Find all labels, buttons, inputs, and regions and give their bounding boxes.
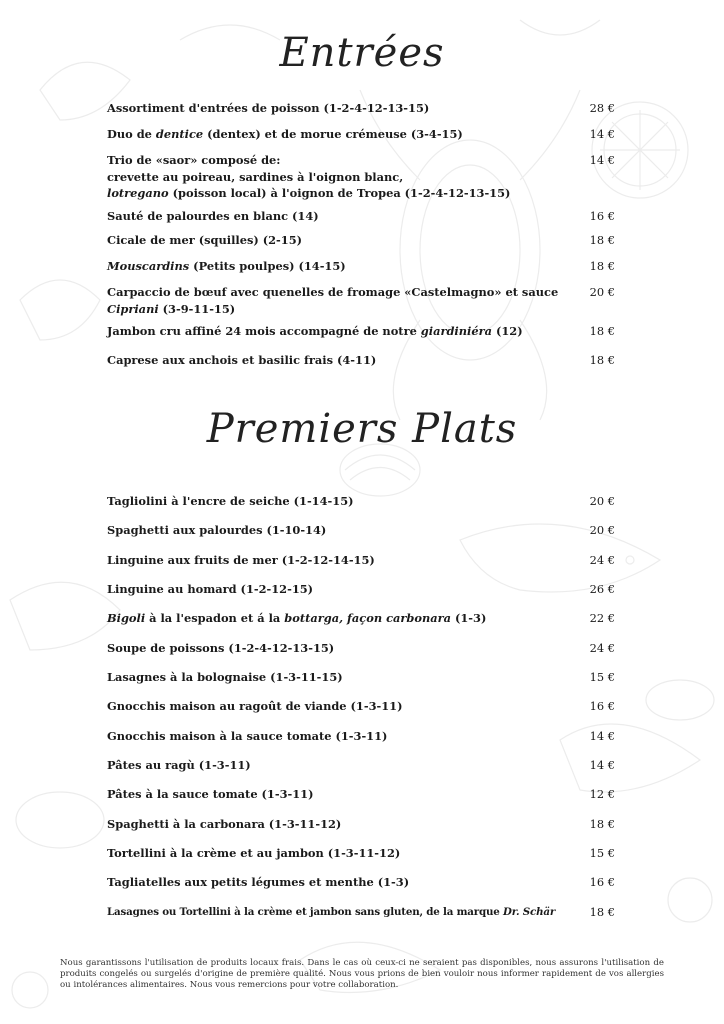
menu-item: [107, 552, 615, 569]
menu-item: [107, 126, 615, 143]
dish-name: [107, 874, 567, 891]
dish-name-segment: bottarga, façon carbonara: [284, 611, 452, 625]
dish-price: 16 €: [589, 699, 615, 713]
dish-name: [107, 208, 567, 225]
dish-name-segment: (Petits poulpes) (14-15): [189, 259, 346, 273]
dish-name-segment: à la l'espadon et á la: [145, 611, 285, 625]
menu-item: [107, 152, 615, 202]
dish-name-segment: Cipriani: [107, 301, 159, 316]
dish-name: [107, 904, 567, 921]
dish-name: [107, 610, 567, 627]
section-title-premiers-plats: Premiers Plats: [206, 406, 518, 452]
dish-name-segment: Duo de: [107, 127, 156, 141]
dish-name: [107, 640, 567, 657]
dish-name-segment: (poisson local) à l'oignon de Tropea (1-2-4-12-13-15): [168, 186, 511, 200]
dish-price: 14 €: [589, 758, 615, 772]
dish-name-segment: Gnocchis maison au ragoût de viande (1-3-11): [107, 699, 403, 713]
dish-price: 28 €: [589, 101, 615, 115]
dish-name: [107, 728, 567, 745]
dish-price: 20 €: [589, 285, 615, 299]
dish-name-segment: lotregano: [107, 186, 169, 200]
dish-name: [107, 786, 567, 803]
menu-item: [107, 874, 615, 891]
dish-name: [107, 232, 567, 249]
dish-name-segment: Assortiment d'entrées de poisson (1-2-4-12-13-15): [107, 101, 430, 115]
menu-item: [107, 698, 615, 715]
dish-name-segment: giardiniéra: [420, 324, 492, 338]
dish-price: 18 €: [589, 905, 615, 919]
dish-price: 20 €: [589, 523, 615, 537]
dish-name: [107, 126, 567, 143]
dish-price: 18 €: [589, 233, 615, 247]
dish-price: 26 €: [589, 582, 615, 596]
dish-name-segment: Mouscardins: [107, 259, 190, 273]
dish-name: [107, 757, 567, 774]
dish-name-segment: Tortellini à la crème et au jambon (1-3-11-12): [107, 846, 401, 860]
dish-name-segment: Tagliolini à l'encre de seiche (1-14-15): [107, 494, 354, 508]
dish-price: 18 €: [589, 353, 615, 367]
dish-name-segment: (1-3): [451, 611, 487, 625]
dish-name-segment: Sauté de palourdes en blanc (14): [107, 209, 319, 223]
menu-item: [107, 493, 615, 510]
menu-item: [107, 757, 615, 774]
menu-item: [107, 581, 615, 598]
menu-item: [107, 284, 615, 317]
dish-name-segment: Soupe de poissons (1-2-4-12-13-15): [107, 641, 335, 655]
dish-price: 24 €: [589, 553, 615, 567]
menu-item: [107, 786, 615, 803]
menu-item: [107, 728, 615, 745]
dish-name: [107, 152, 567, 202]
menu-item: [107, 845, 615, 862]
dish-name: [107, 352, 567, 369]
dish-name: [107, 100, 567, 117]
menu-item: [107, 904, 615, 921]
dish-name-segment: Jambon cru affiné 24 mois accompagné de notre: [107, 324, 421, 338]
dish-price: 14 €: [589, 729, 615, 743]
dish-price: 14 €: [589, 127, 615, 141]
dish-name-segment: Spaghetti à la carbonara (1-3-11-12): [107, 817, 342, 831]
dish-name-segment: Pâtes à la sauce tomate (1-3-11): [107, 787, 314, 801]
menu-item: [107, 640, 615, 657]
dish-name-segment: Gnocchis maison à la sauce tomate (1-3-11): [107, 729, 388, 743]
dish-name: [107, 493, 567, 510]
dish-name-segment: Caprese aux anchois et basilic frais (4-11): [107, 353, 377, 367]
dish-name-segment: Linguine au homard (1-2-12-15): [107, 582, 314, 596]
dish-name-segment: Pâtes au ragù (1-3-11): [107, 758, 251, 772]
dish-name-line: Carpaccio de bœuf avec quenelles de fromage «Castelmagno» et sauce: [107, 285, 559, 299]
menu-item: [107, 610, 615, 627]
menu-item: [107, 258, 615, 275]
menu-item: [107, 208, 615, 225]
dish-price: 18 €: [589, 259, 615, 273]
dish-name-line: crevette au poireau, sardines à l'oignon blanc,: [107, 169, 404, 184]
dish-name: [107, 522, 567, 539]
dish-name-segment: Linguine aux fruits de mer (1-2-12-14-15): [107, 553, 375, 567]
dish-price: 22 €: [589, 611, 615, 625]
dish-name-segment: (3-9-11-15): [158, 301, 236, 316]
dish-price: 18 €: [589, 817, 615, 831]
dish-name-segment: Bigoli: [107, 611, 146, 625]
dish-name: [107, 323, 567, 340]
menu-item: [107, 816, 615, 833]
dish-name-segment: (dentex) et de morue crémeuse (3-4-15): [203, 127, 463, 141]
dish-name-segment: (12): [491, 324, 523, 338]
dish-price: 15 €: [589, 846, 615, 860]
dish-name-segment: Lasagnes ou Tortellini à la crème et jambon sans gluten, de la marque: [107, 906, 503, 918]
dish-price: 18 €: [589, 324, 615, 338]
dish-name-segment: Lasagnes à la bolognaise (1-3-11-15): [107, 670, 343, 684]
dish-price: 20 €: [589, 494, 615, 508]
dish-name-segment: Dr. Schär: [502, 906, 556, 918]
dish-name-segment: dentice: [155, 127, 204, 141]
dish-name: [107, 845, 567, 862]
menu-item: [107, 352, 615, 369]
dish-name: [107, 258, 567, 275]
dish-price: 14 €: [589, 153, 615, 167]
dish-name-segment: Spaghetti aux palourdes (1-10-14): [107, 523, 327, 537]
dish-name: [107, 698, 567, 715]
dish-price: 15 €: [589, 670, 615, 684]
dish-price: 24 €: [589, 641, 615, 655]
dish-price: 16 €: [589, 209, 615, 223]
dish-price: 16 €: [589, 875, 615, 889]
menu-item: [107, 323, 615, 340]
dish-name-line: Trio de «saor» composé de:: [107, 153, 281, 167]
menu-item: [107, 522, 615, 539]
dish-name: [107, 284, 567, 317]
dish-price: 12 €: [589, 787, 615, 801]
dish-name-segment: Tagliatelles aux petits légumes et menthe (1-3): [107, 875, 410, 889]
dish-name: [107, 816, 567, 833]
dish-name-segment: Cicale de mer (squilles) (2-15): [107, 233, 303, 247]
section-title-entrees: Entrées: [279, 30, 445, 76]
dish-name: [107, 552, 567, 569]
menu-item: [107, 232, 615, 249]
dish-name: [107, 581, 567, 598]
dish-name: [107, 669, 567, 686]
allergy-footer-note: Nous garantissons l'utilisation de produits locaux frais. Dans le cas où ceux-ci ne seraient pas disponibles, nous assurons l'utilisation de produits congelés ou surgelés d'origine de première qualité. Nous vous prions de bien vouloir nous informer rapidement de vos allergies ou intolérances alimentaires. Nous vous remercions pour votre collaboration.: [60, 958, 664, 990]
menu-item: [107, 100, 615, 117]
menu-item: [107, 669, 615, 686]
